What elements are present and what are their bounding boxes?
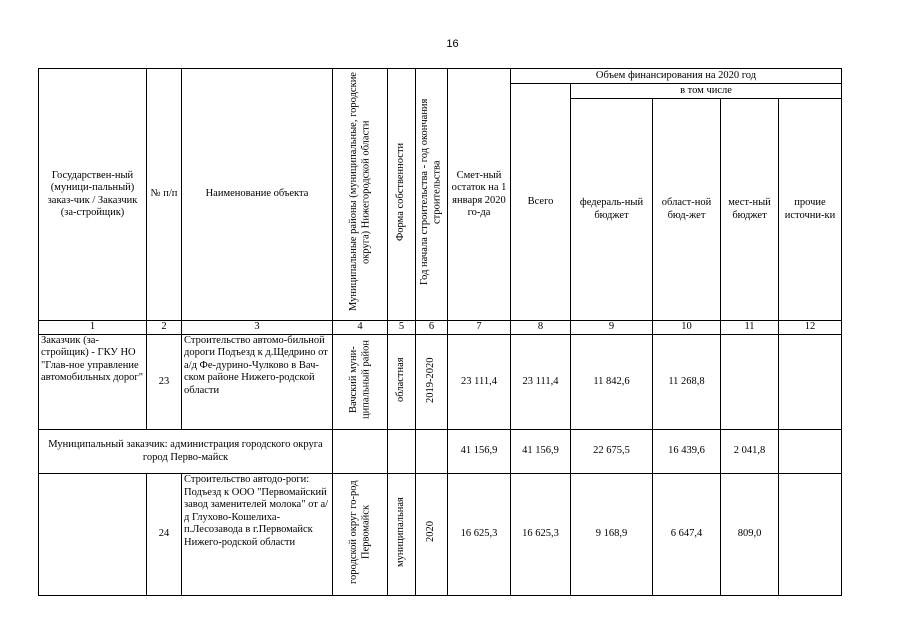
row-local <box>721 334 779 430</box>
row-regional: 6 647,4 <box>653 474 721 596</box>
funding-table <box>38 68 842 596</box>
column-number: 10 <box>653 321 721 335</box>
row-local: 809,0 <box>721 474 779 596</box>
header-regional: област-ной бюд-жет <box>653 99 721 321</box>
header-ownership: Форма собственности <box>388 69 416 321</box>
column-number: 11 <box>721 321 779 335</box>
row-years: 2019-2020 <box>416 334 448 430</box>
table-row <box>39 334 842 430</box>
header-remaining: Смет-ный остаток на 1 января 2020 го-да <box>448 69 511 321</box>
subheader-other <box>779 430 842 474</box>
column-number: 7 <box>448 321 511 335</box>
column-number: 12 <box>779 321 842 335</box>
header-no: № п/п <box>147 69 182 321</box>
subheader-total: 41 156,9 <box>511 430 571 474</box>
subheader-label: Муниципальный заказчик: администрация городского округа город Перво-майск <box>39 430 333 474</box>
row-other <box>779 334 842 430</box>
row-total: 16 625,3 <box>511 474 571 596</box>
subheader-row <box>39 430 842 474</box>
row-remaining: 23 111,4 <box>448 334 511 430</box>
page-number: 16 <box>446 38 459 50</box>
header-including: в том числе <box>571 84 842 99</box>
row-object: Строительство автомо-бильной дороги Подъезд к д.Щедрино от а/д Фе-дурино-Чулково в Вач-ском районе Нижего-родской области <box>182 334 333 430</box>
row-federal: 11 842,6 <box>571 334 653 430</box>
column-number: 1 <box>39 321 147 335</box>
header-object-name: Наименование объекта <box>182 69 333 321</box>
row-customer <box>39 474 147 596</box>
row-customer: Заказчик (за-стройщик) - ГКУ НО "Глав-ное управление автомобильных дорог" <box>39 334 147 430</box>
header-districts: Муниципальные районы (муниципальные, городские округа) Нижегородской области <box>333 69 388 321</box>
header-funding-2020: Объем финансирования на 2020 год <box>511 69 842 84</box>
row-district: Вачский муни-ципальный район <box>333 334 388 430</box>
column-number: 6 <box>416 321 448 335</box>
row-ownership: областная <box>388 334 416 430</box>
header-other: прочие источни-ки <box>779 99 842 321</box>
column-number: 4 <box>333 321 388 335</box>
row-no: 23 <box>147 334 182 430</box>
row-object: Строительство автодо-роги: Подъезд к ООО "Первомайский завод заменителей молока" от а/д Глухово-Кошелиха-п.Лесозавода в г.Первомайск Нижего-родской области <box>182 474 333 596</box>
header-total: Всего <box>511 84 571 321</box>
column-number: 5 <box>388 321 416 335</box>
column-number: 3 <box>182 321 333 335</box>
column-numbers-row <box>39 321 842 335</box>
header-federal: федераль-ный бюджет <box>571 99 653 321</box>
row-ownership: муниципальная <box>388 474 416 596</box>
column-number: 8 <box>511 321 571 335</box>
subheader-federal: 22 675,5 <box>571 430 653 474</box>
subheader-local: 2 041,8 <box>721 430 779 474</box>
row-remaining: 16 625,3 <box>448 474 511 596</box>
row-years: 2020 <box>416 474 448 596</box>
row-federal: 9 168,9 <box>571 474 653 596</box>
header-customer: Государствен-ный (муници-пальный) заказ-чик / Заказчик (за-стройщик) <box>39 69 147 321</box>
subheader-regional: 16 439,6 <box>653 430 721 474</box>
table-row <box>39 474 842 596</box>
header-years: Год начала строительства - год окончания строительства <box>416 69 448 321</box>
row-total: 23 111,4 <box>511 334 571 430</box>
subheader-remaining: 41 156,9 <box>448 430 511 474</box>
row-no: 24 <box>147 474 182 596</box>
row-regional: 11 268,8 <box>653 334 721 430</box>
column-number: 9 <box>571 321 653 335</box>
header-local: мест-ный бюджет <box>721 99 779 321</box>
column-number: 2 <box>147 321 182 335</box>
row-district: городской округ го-род Первомайск <box>333 474 388 596</box>
row-other <box>779 474 842 596</box>
